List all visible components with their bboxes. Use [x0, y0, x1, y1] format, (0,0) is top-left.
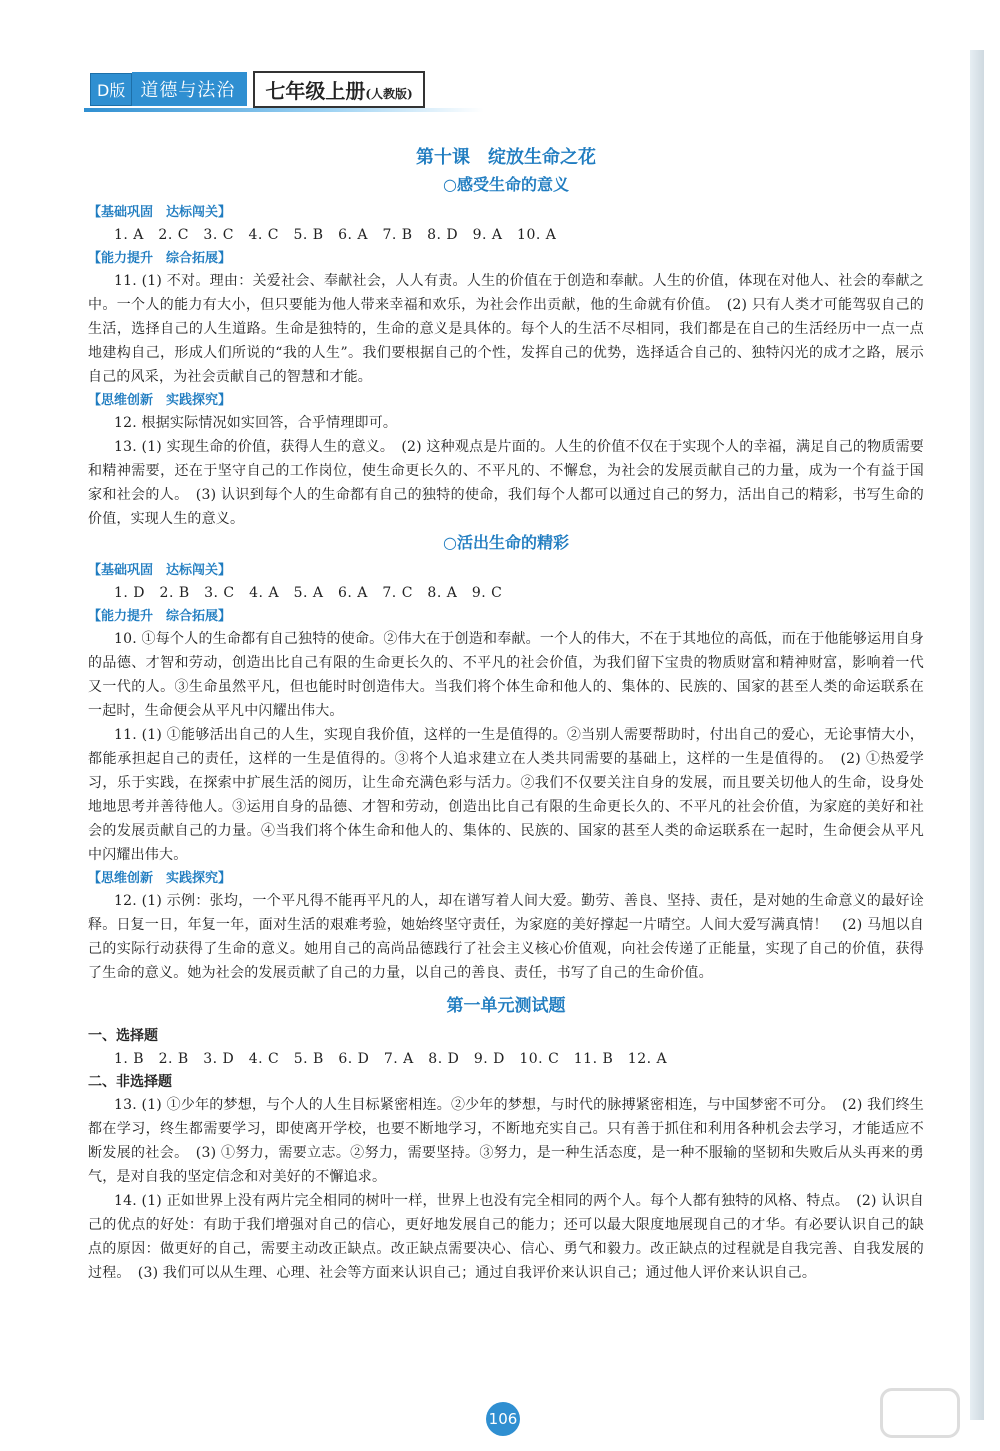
section-tag-ability: 【能力提升 综合拓展】 [88, 251, 232, 266]
unit-q14: 14. (1) 正如世界上没有两片完全相同的树叶一样，世界上也没有完全相同的两个人。每个人都有独特的风格、特点。 (2) 认识自己的优点的好处：有助于我们增强对自己的信心，更好地发展自己的能力；还可以最大限度地展现自己的才华。有必要认识自己的缺点的原因：做更好的自己，需要主动改正缺点。改正缺点需要决心、信心、勇气和毅力。改正缺点的过程就是自我完善、自我发展的过程。 (3) 我们可以从生理、心理、社会等方面来认识自己；通过自我评价来认识自己；通过他人评价来认识自己。 [88, 1193, 924, 1281]
grade-label [253, 71, 424, 108]
page-binding-strip [970, 50, 984, 1420]
part1-title: ○感受生命的意义 [443, 175, 569, 194]
grade-text: 七年级上册 [265, 78, 366, 103]
answer-content [88, 145, 924, 1285]
page-number: 106 [486, 1402, 520, 1436]
part1-q11: 11. (1) 不对。理由：关爱社会、奉献社会，人人有责。人生的价值在于创造和奉献。人生的价值，体现在对他人、社会的奉献之中。一个人的能力有大小，但只要能为他人带来幸福和欢乐，为社会作出贡献，他的生命就有价值。 (2) 只有人类才可能驾驭自己的生活，选择自己的人生道路。生命是独特的，生命的意义是具体的。每个人的生活不尽相同，我们都是在自己的生活经历中一点一点地建构自己，形成人们所说的“我的人生”。我们要根据自己的个性，发挥自己的优势，选择适合自己的、独特闪光的成才之路，展示自己的风采，为社会贡献自己的智慧和才能。 [88, 273, 924, 385]
corner-stamp [880, 1388, 960, 1438]
lesson-title: 第十课 绽放生命之花 [416, 147, 596, 168]
header-rule [84, 108, 484, 112]
publisher-text: (人教版) [365, 86, 413, 101]
part2-q10: 10. ①每个人的生命都有自己独特的使命。②伟大在于创造和奉献。一个人的伟大，不在于其地位的高低，而在于他能够运用自身的品德、才智和劳动，创造出比自己有限的生命更长久的、不平凡的社会价值，为我们留下宝贵的物质财富和精神财富，影响着一代又一代的人。③生命虽然平凡，但也能时时创造伟大。当我们将个体生命和他人的、集体的、民族的、国家的甚至人类的命运联系在一起时，生命便会从平凡中闪耀出伟大。 [88, 631, 924, 719]
edition-badge: D版 [90, 73, 132, 106]
unit-test-title: 第一单元测试题 [446, 996, 566, 1016]
part1-q12: 12. 根据实际情况如实回答，合乎情理即可。 [114, 415, 398, 431]
subject-badge: 道德与法治 [132, 72, 247, 106]
part2-q12: 12. (1) 示例：张均，一个平凡得不能再平凡的人，却在谱写着人间大爱。勤劳、善良、坚持、责任，是对她的生命意义的最好诠释。日复一日，年复一年，面对生活的艰难考验，她始终坚守责任，为家庭的美好撑起一片晴空。人间大爱写满真情！ (2) 马旭以自己的实际行动获得了生命的意义。她用自己的高尚品德践行了社会主义核心价值观，向社会传递了正能量，实现了自己的价值，获得了生命的意义。她为社会的发展贡献了自己的力量，以自己的善良、责任，书写了自己的生命价值。 [88, 893, 924, 981]
unit-section1-title: 一、选择题 [88, 1028, 158, 1044]
part2-q11: 11. (1) ①能够活出自己的人生，实现自我价值，这样的一生是值得的。②当别人需要帮助时，付出自己的爱心，无论事情大小，都能承担起自己的责任，这样的一生是值得的。③将个人追求建立在人类共同需要的基础上，这样的一生是值得的。 (2) ①热爱学习，乐于实践，在探索中扩展生活的阅历，让生命充满色彩与活力。②我们不仅要关注自身的发展，而且要关切他人的生命，设身处地地思考并善待他人。③运用自身的品德、才智和劳动，创造出比自己有限的生命更长久的、不平凡的社会价值，为家庭的美好和社会的发展贡献自己的力量。④当我们将个体生命和他人的、集体的、民族的、国家的甚至人类的命运联系在一起时，生命便会从平凡中闪耀出伟大。 [88, 727, 924, 863]
section-tag-thinking-2: 【思维创新 实践探究】 [88, 871, 232, 886]
section-tag-thinking: 【思维创新 实践探究】 [88, 393, 232, 408]
part1-q13: 13. (1) 实现生命的价值，获得人生的意义。 (2) 这种观点是片面的。人生的价值不仅在于实现个人的幸福，满足自己的物质需要和精神需要，还在于坚守自己的工作岗位，使生命更长久的、不平凡的、不懈怠，为社会的发展贡献自己的力量，成为一个有益于国家和社会的人。 (3) 认识到每个人的生命都有自己的独特的使命，我们每个人都可以通过自己的努力，活出自己的精彩，书写生命的价值，实现人生的意义。 [88, 439, 924, 527]
book-header [90, 72, 425, 106]
unit-choice-answers: 1. B 2. B 3. D 4. C 5. B 6. D 7. A 8. D 9. D 10. C 11. B 12. A [114, 1051, 668, 1067]
section-tag-ability-2: 【能力提升 综合拓展】 [88, 609, 232, 624]
unit-section2-title: 二、非选择题 [88, 1074, 172, 1090]
part2-choice-answers: 1. D 2. B 3. C 4. A 5. A 6. A 7. C 8. A 9. C [114, 585, 503, 601]
section-tag-basic: 【基础巩固 达标闯关】 [88, 205, 232, 220]
unit-q13: 13. (1) ①少年的梦想，与个人的人生目标紧密相连。②少年的梦想，与时代的脉搏紧密相连，与中国梦密不可分。 (2) 我们终生都在学习，终生都需要学习，即使离开学校，也要不断地学习，不断地充实自己。只有善于抓住和利用各种机会去学习，才能适应不断发展的社会。 (3) ①努力，需要立志。②努力，需要坚持。③努力，是一种生活态度，是一种不服输的坚韧和失败后从头再来的勇气，是对自我的坚定信念和对美好的不懈追求。 [88, 1097, 924, 1185]
part1-choice-answers: 1. A 2. C 3. C 4. C 5. B 6. A 7. B 8. D 9. A 10. A [114, 227, 557, 243]
part2-title: ○活出生命的精彩 [443, 533, 569, 552]
section-tag-basic-2: 【基础巩固 达标闯关】 [88, 563, 232, 578]
